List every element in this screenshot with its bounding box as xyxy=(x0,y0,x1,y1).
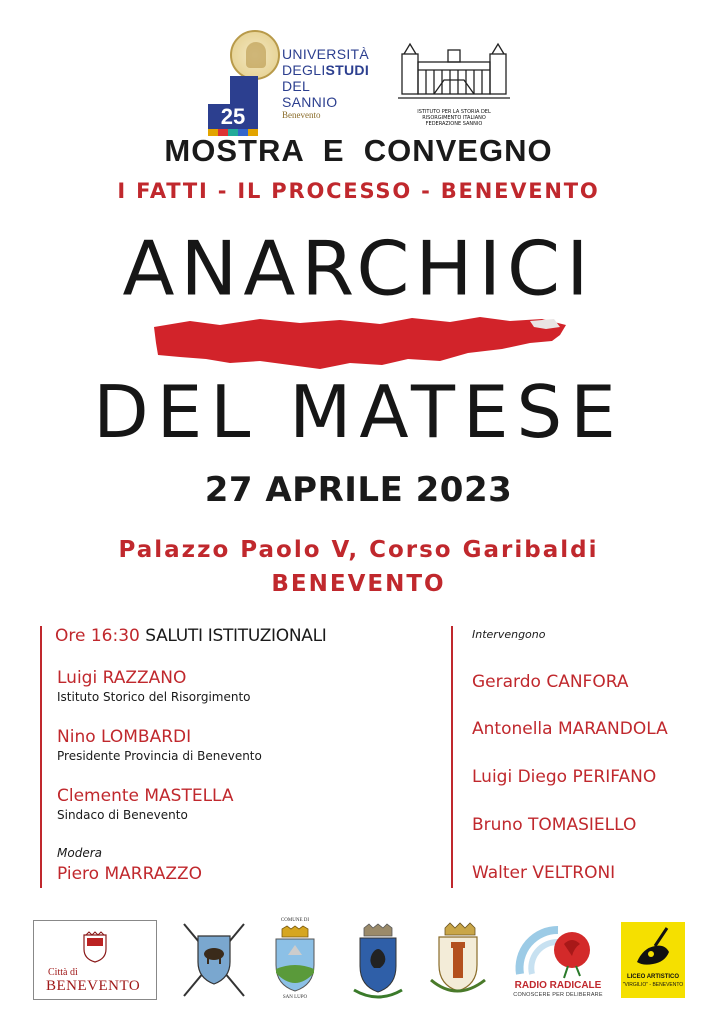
san-lupo-logo: COMUNE DI SAN LUPO xyxy=(268,918,322,1002)
university-logo xyxy=(208,30,370,129)
program-time: Ore 16:30 xyxy=(55,626,140,646)
red-brush-stroke xyxy=(150,313,570,375)
university-seal-icon xyxy=(230,30,280,80)
venue-city: BENEVENTO xyxy=(271,571,446,597)
greeting-item: Nino LOMBARDI Presidente Provincia di Benevento xyxy=(57,727,262,763)
speaker-item: Luigi Diego PERIFANO xyxy=(472,767,657,787)
event-title-line1: ANARCHICI xyxy=(122,224,595,313)
event-kind: MOSTRA E CONVEGNO xyxy=(164,133,553,168)
istituto-logo: ISTITUTO PER LA STORIA DEL RISORGIMENTO ITALIANO FEDERAZIONE SANNIO xyxy=(398,40,510,116)
city-of-benevento-logo: Città di BENEVENTO xyxy=(33,920,157,1000)
badge-number: 25 xyxy=(220,104,246,129)
vittoriano-monument-icon xyxy=(398,40,510,102)
university-city: Benevento xyxy=(282,110,321,120)
left-divider xyxy=(40,626,42,888)
event-venue xyxy=(0,533,717,601)
greeting-item: Clemente MASTELLA Sindaco di Benevento xyxy=(57,786,234,822)
speaker-item: Gerardo CANFORA xyxy=(472,672,629,692)
municipal-crest-rooster-icon xyxy=(350,920,406,1002)
university-name: UNIVERSITÀ DEGLISTUDI DEL SANNIO xyxy=(282,46,370,110)
greeting-item: Luigi RAZZANO Istituto Storico del Risorgimento xyxy=(57,668,251,704)
benevento-crest-icon xyxy=(82,931,108,963)
event-title-line2: DEL MATESE xyxy=(93,370,624,454)
radio-radicale-logo: RADIO RADICALE CONOSCERE PER DELIBERARE xyxy=(510,922,606,1000)
venue-address: Palazzo Paolo V, Corso Garibaldi xyxy=(118,537,599,563)
speaker-item: Walter VELTRONI xyxy=(472,863,616,883)
liceo-artistico-logo: LICEO ARTISTICO "VIRGILIO" - BENEVENTO xyxy=(621,922,685,998)
speakers-label: Intervengono xyxy=(472,628,546,641)
radio-radicale-rose-icon xyxy=(510,922,606,980)
event-date: 27 APRILE 2023 xyxy=(204,470,513,510)
center-divider xyxy=(451,626,453,888)
event-subtitle: I FATTI - IL PROCESSO - BENEVENTO xyxy=(117,179,600,203)
speaker-item: Antonella MARANDOLA xyxy=(472,719,668,739)
anniversary-badge xyxy=(208,76,258,136)
program-opening-label: SALUTI ISTITUZIONALI xyxy=(145,626,327,646)
municipal-crest-tower-icon xyxy=(425,920,491,1002)
program-opening xyxy=(55,626,326,646)
moderator-label: Modera xyxy=(57,846,102,860)
paintbrush-hand-icon xyxy=(621,922,685,972)
san-lupo-crest-icon xyxy=(268,925,322,995)
speaker-item: Bruno TOMASIELLO xyxy=(472,815,637,835)
moderator-name: Piero MARRAZZO xyxy=(57,864,203,884)
crossed-weapons-emblem-icon xyxy=(178,918,250,1002)
